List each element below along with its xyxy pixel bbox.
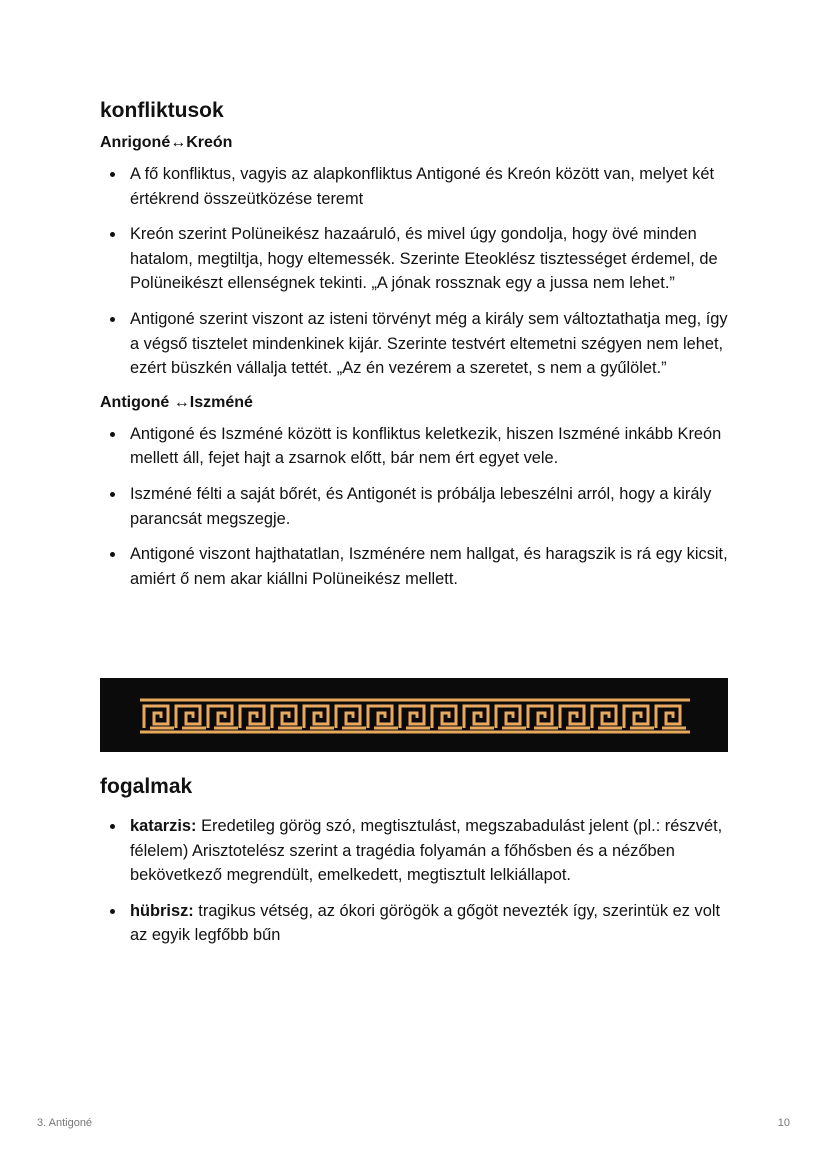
list-item: Antigoné szerint viszont az isteni törvényt még a király sem változtathatja meg, így a végső tisztelet mindenkinek kijár. Szerinte testvért eltemetni szégyen nem lehet, ezért büszkén vállalja tettét. „Az én vezérem a szeretet, s nem a gyűlölet.”	[130, 307, 740, 381]
term-definition: Eredetileg görög szó, megtisztulást, megszabadulást jelent (pl.: részvét, félelem) Arisztotelész szerint a tragédia folyamán a főhősben és a nézőben bekövetkező megrendült, emelkedett, megtisztult lelkiállapot.	[130, 817, 723, 885]
conflict-list-kreon	[100, 162, 740, 381]
subheading-antigone-iszmene: Antigoné ↔Iszméné	[100, 393, 253, 411]
list-item	[130, 814, 740, 888]
subheading-antigone-kreon: Anrigoné↔Kreón	[100, 134, 233, 151]
greek-key-banner	[100, 678, 728, 752]
list-item: Antigoné viszont hajthatatlan, Iszménére nem hallgat, és haragszik is rá egy kicsit, amiért ő nem akar kiállni Polüneikész mellett.	[130, 542, 740, 591]
footer-chapter: 3. Antigoné	[37, 1117, 93, 1129]
section-heading: fogalmak	[100, 775, 193, 798]
term-definition: tragikus vétség, az ókori görögök a gőgöt nevezték így, szerintük ez volt az egyik legfőbb bűn	[130, 901, 721, 945]
section-fogalmak	[100, 772, 740, 959]
list-item: Iszméné félti a saját bőrét, és Antigonét is próbálja lebeszélni arról, hogy a király parancsát megszegje.	[130, 482, 740, 531]
list-item: Antigoné és Iszméné között is konfliktus keletkezik, hiszen Iszméné inkább Kreón mellett áll, fejet hajt a zsarnok előtt, bár nem ért egyet vele.	[130, 422, 740, 471]
list-item: A fő konfliktus, vagyis az alapkonfliktus Antigoné és Kreón között van, melyet két értékrend összeütközése teremt	[130, 162, 740, 211]
section-konfliktusok	[100, 96, 740, 602]
section-heading: konfliktusok	[100, 99, 224, 122]
list-item	[130, 899, 740, 948]
conflict-list-iszmene	[100, 422, 740, 592]
list-item: Kreón szerint Polüneikész hazaáruló, és mivel úgy gondolja, hogy övé minden hatalom, megtiltja, hogy eltemessék. Szerinte Eteoklész tisztességet érdemel, de Polüneikészt ellenségnek tekinti. „A jónak rossznak egy a jussa nem lehet.”	[130, 222, 740, 296]
term-label: katarzis:	[130, 817, 197, 835]
footer-page-number: 10	[777, 1117, 790, 1129]
terms-list	[100, 814, 740, 948]
term-label: hübrisz:	[130, 901, 194, 920]
greek-key-pattern-icon	[140, 698, 690, 734]
